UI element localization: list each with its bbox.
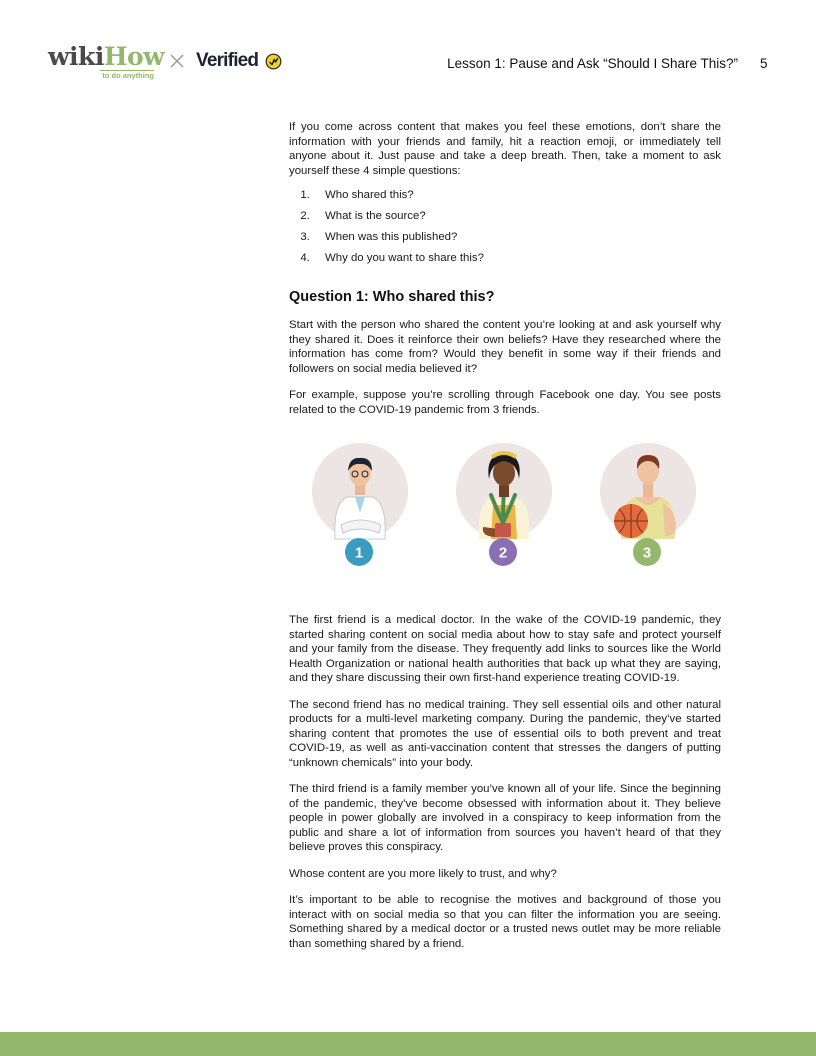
verified-check-icon [265,53,282,70]
intro-paragraph: If you come across content that makes you feel these emotions, don’t share the information with your friends and family, hit a reaction emoji, or immediately tell anyone about it. Just pause and take a deep breath. Then, take a moment to ask yourself these 4 simple questions: [289,121,721,177]
main-content [289,120,721,963]
body-paragraph: Start with the person who shared the content you’re looking at and ask yourself why they shared it. Does it reinforce their own beliefs? Have they researched where the information has come from? Would they benefit in some way if their friends and followers on social media believed it? [289,319,721,375]
verified-logo: Verified [196,50,259,71]
body-paragraph: The third friend is a family member you’ve known all of your life. Since the beginning of the pandemic, they’ve become obsessed with information about it. They believe people in power globally are involved in a conspiracy to keep information from the public and share a lot of information from sources you haven’t heard of that they believe proves this conspiracy. [289,783,721,854]
oil-seller-illustration-icon [451,433,561,583]
body-paragraph: The second friend has no medical training. They sell essential oils and other natural products for a multi-level marketing company. During the pandemic, they’ve started sharing content that promotes the use of essential oils to both prevent and treat COVID-19, as well as anti-vaccination content that stresses the dangers of putting “unknown chemicals” into your body. [289,698,721,769]
body-paragraph: It’s important to be able to recognise the motives and background of those you interact with on social media so that you can filter the information you are seeing. Something shared by a medical doctor or a trusted news outlet may be more reliable than something shared by a friend. [289,894,721,950]
times-icon [168,52,186,70]
footer-bar [0,1032,816,1056]
page-number: 5 [760,56,768,71]
section-heading: Question 1: Who shared this? [289,288,495,305]
friend-number: 3 [642,544,652,562]
questions-list [289,188,721,266]
wikihow-tagline: to do anything [100,70,154,80]
lesson-title: Lesson 1: Pause and Ask “Should I Share This?” [447,56,738,71]
basketball-player-illustration-icon [595,433,705,583]
wikihow-logo: wikiHow [48,42,165,71]
doctor-illustration-icon [307,433,417,583]
friends-illustration [289,433,721,583]
friend-number: 1 [354,544,364,562]
body-paragraph: The first friend is a medical doctor. In the wake of the COVID-19 pandemic, they started sharing content on social media about how to stay safe and protect yourself and your family from the disease. They frequently add links to sources like the World Health Organization or national health authorities that back up what they are saying, and they share discussing their own first-hand experience treating COVID-19. [289,614,721,685]
list-item: 3. When was this published? [313,230,721,245]
list-item: 4. Why do you want to share this? [313,251,721,266]
body-paragraph: Whose content are you more likely to trust, and why? [289,867,557,880]
list-item: 2. What is the source? [313,209,721,224]
page-header [0,0,816,90]
body-paragraph: For example, suppose you’re scrolling through Facebook one day. You see posts related to the COVID-19 pandemic from 3 friends. [289,389,721,416]
friend-number: 2 [498,544,508,562]
list-item: 1. Who shared this? [313,188,721,203]
